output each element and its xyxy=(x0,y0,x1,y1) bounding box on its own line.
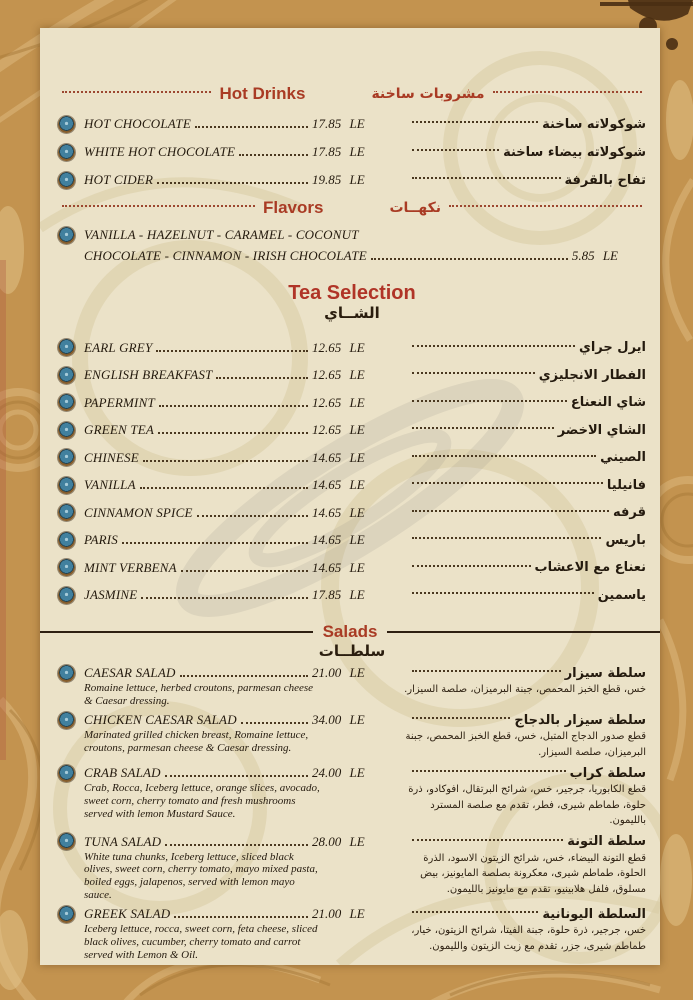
item-name-en: CHINESE xyxy=(84,449,139,465)
item-price: 14.65 LE xyxy=(312,449,365,465)
logo-bullet-icon xyxy=(58,422,75,439)
leader-dots xyxy=(412,482,603,484)
leader-dots xyxy=(143,460,308,462)
item-price: 14.65 LE xyxy=(312,504,365,520)
leader-dots xyxy=(165,844,308,846)
leader-dots xyxy=(195,126,308,128)
flavors-title-en: Flavors xyxy=(262,198,324,217)
hot-drinks-title-ar: مشروبات ساخنة xyxy=(371,86,485,102)
leader-dots xyxy=(197,515,308,517)
leader-dots xyxy=(412,510,609,512)
leader-dots xyxy=(181,570,308,572)
item-name-ar: سلطة التونة xyxy=(567,834,646,850)
item-desc-en: Romaine lettuce, herbed croutons, parmesan cheese & Caesar dressing. xyxy=(84,682,314,707)
leader-dots xyxy=(412,455,596,457)
hot-drinks-title-en: Hot Drinks xyxy=(219,84,306,103)
menu-item-row xyxy=(58,905,646,923)
divider-line xyxy=(387,631,660,633)
item-name-en: HOT CIDER xyxy=(84,172,154,187)
item-name-ar: ايرل جراي xyxy=(578,340,646,356)
tea-title-ar: الشــاي xyxy=(324,304,380,322)
item-name-en: EARL GREY xyxy=(84,339,153,355)
menu-item-row xyxy=(58,833,646,851)
item-name-ar: سلطة سيزار بالدجاج xyxy=(514,712,646,728)
flavors-line-2 xyxy=(84,248,646,274)
item-price: 17.85 LE xyxy=(312,587,365,603)
item-desc-en: Marinated grilled chicken breast, Romaine lettuce, croutons, parmesan cheese & Caesar dressing. xyxy=(84,729,309,754)
leader-dots xyxy=(412,537,601,539)
logo-bullet-icon xyxy=(58,906,75,923)
item-price: 21.00 LE xyxy=(312,665,365,680)
menu-item-row xyxy=(58,499,646,527)
logo-bullet-icon xyxy=(58,477,75,494)
flavors-text-1: VANILLA - HAZELNUT - CARAMEL - COCONUT xyxy=(84,227,359,242)
leader-dots xyxy=(412,372,535,374)
item-name-en: CRAB SALAD xyxy=(84,765,161,781)
item-name-ar: السلطة اليونانية xyxy=(542,906,646,922)
item-price: 14.65 LE xyxy=(312,559,365,575)
item-desc-ar: قطع الكابوريا، جرجير، خس، شرائح البرتقال، افوكادو، ذرة حلوة، طماطم شيرى، فطر، تقدم مع صلصة المسترد بالليمون. xyxy=(408,784,646,827)
item-name-ar: قرفه xyxy=(613,505,646,521)
logo-bullet-icon xyxy=(58,144,75,161)
leader-dots xyxy=(180,675,308,677)
item-name-ar: ياسمين xyxy=(597,587,646,603)
logo-bullet-icon xyxy=(58,504,75,521)
item-desc-en: White tuna chunks, Iceberg lettuce, sliced black olives, sweet corn, cherry tomato, mayo mixed pasta, boiled eggs, jalapenos, served with lemon mayo sauce. xyxy=(84,850,318,901)
logo-bullet-icon xyxy=(58,833,75,850)
item-desc-ar: قطع التونة البيضاء، خس، شرائح الزيتون الاسود، الذرة الحلوة، طماطم شيرى، معكرونة بصلصة المايونيز، بيض مسلوق، فلفل هلابينيو، تقدم مع مايونيز بالليمون. xyxy=(420,852,646,895)
menu-item-row xyxy=(58,711,646,729)
item-name-en: GREEN TEA xyxy=(84,422,155,438)
logo-bullet-icon xyxy=(58,532,75,549)
item-name-en: TUNA SALAD xyxy=(84,833,162,849)
logo-bullet-icon xyxy=(58,587,75,604)
item-name-en: HOT CHOCOLATE xyxy=(84,116,191,131)
menu-item-row xyxy=(58,764,646,782)
leader-dots xyxy=(412,400,567,402)
leader-dots xyxy=(449,205,642,207)
leader-dots xyxy=(412,121,538,123)
item-name-ar: فانيليا xyxy=(606,477,646,493)
item-name-en: MINT VERBENA xyxy=(84,559,177,575)
flavors-line-1 xyxy=(58,222,646,248)
menu-item-row xyxy=(58,527,646,555)
item-name-ar: سلطة سيزار xyxy=(564,665,646,681)
leader-dots xyxy=(412,149,499,151)
item-desc-ar: قطع صدور الدجاج المتبل، خس، قطع الخبز المحمص، جبنة البرميزان، صلصة السيزار. xyxy=(405,731,646,758)
leader-dots xyxy=(412,592,594,594)
leader-dots xyxy=(62,91,211,93)
logo-bullet-icon xyxy=(58,394,75,411)
logo-bullet-icon xyxy=(58,765,75,782)
item-price: 19.85 LE xyxy=(312,172,365,187)
logo-bullet-icon xyxy=(58,227,75,244)
item-name-ar: شاي النعناع xyxy=(570,395,646,411)
logo-bullet-icon xyxy=(58,559,75,576)
salads-title-en: Salads xyxy=(322,622,378,641)
item-name-en: CAESAR SALAD xyxy=(84,665,176,680)
menu-item-row xyxy=(58,417,646,445)
flavors-price: 5.85 LE xyxy=(571,248,618,263)
section-header-hot-drinks xyxy=(58,84,646,104)
item-name-en: CHICKEN CAESAR SALAD xyxy=(84,712,237,728)
leader-dots xyxy=(412,839,563,841)
item-name-en: WHITE HOT CHOCOLATE xyxy=(84,144,236,159)
salad-block xyxy=(58,764,646,829)
menu-item-row xyxy=(58,334,646,362)
menu-item-row xyxy=(58,554,646,582)
salad-block xyxy=(58,905,646,961)
item-name-ar: تفاح بالقرفة xyxy=(564,172,646,188)
item-name-en: PAPERMINT xyxy=(84,394,155,410)
menu-item-row xyxy=(58,138,646,166)
item-name-ar: باريس xyxy=(605,532,646,548)
leader-dots xyxy=(159,405,308,407)
item-name-ar: شوكولاته ساخنة xyxy=(542,116,646,132)
item-name-en: JASMINE xyxy=(84,587,138,603)
logo-bullet-icon xyxy=(58,665,75,682)
item-price: 12.65 LE xyxy=(312,422,365,438)
item-desc-ar: خس، جرجير، ذرة حلوة، جبنة الفيتا، شرائح الزيتون، خيار، طماطم شيرى، جزر، تقدم مع زيت الزيتون والليمون. xyxy=(411,925,646,952)
leader-dots xyxy=(412,770,566,772)
leader-dots xyxy=(165,775,308,777)
menu-item-row xyxy=(58,444,646,472)
item-price: 21.00 LE xyxy=(312,906,365,922)
leader-dots xyxy=(157,182,308,184)
menu-paper xyxy=(40,28,660,965)
menu-item-row xyxy=(58,166,646,194)
logo-bullet-icon xyxy=(58,172,75,189)
item-price: 28.00 LE xyxy=(312,833,365,849)
flavors-text-2: CHOCOLATE - CINNAMON - IRISH CHOCOLATE xyxy=(84,248,367,263)
leader-dots xyxy=(158,432,308,434)
menu-content xyxy=(40,28,660,965)
divider-line xyxy=(40,631,313,633)
item-price: 12.65 LE xyxy=(312,367,365,383)
item-desc-en: Crab, Rocca, Iceberg lettuce, orange slices, avocado, sweet corn, cherry tomato and fresh mushrooms served with lemon Mustard Sauce. xyxy=(84,782,320,820)
leader-dots xyxy=(412,911,538,913)
leader-dots xyxy=(412,427,554,429)
item-name-en: ENGLISH BREAKFAST xyxy=(84,367,213,383)
item-name-ar: الصيني xyxy=(600,450,646,466)
section-header-flavors xyxy=(58,198,646,218)
item-name-en: CINNAMON SPICE xyxy=(84,504,193,520)
leader-dots xyxy=(122,542,308,544)
logo-bullet-icon xyxy=(58,712,75,729)
leader-dots xyxy=(493,91,642,93)
section-divider-salads xyxy=(40,622,660,642)
leader-dots xyxy=(412,177,561,179)
logo-bullet-icon xyxy=(58,367,75,384)
menu-item-row xyxy=(58,110,646,138)
leader-dots xyxy=(140,487,308,489)
leader-dots xyxy=(412,717,510,719)
item-price: 34.00 LE xyxy=(312,712,365,728)
menu-item-row xyxy=(58,664,646,682)
leader-dots xyxy=(141,597,308,599)
item-name-en: VANILLA xyxy=(84,477,136,493)
salad-block xyxy=(58,833,646,902)
leader-dots xyxy=(216,377,308,379)
leader-dots xyxy=(156,350,308,352)
leader-dots xyxy=(371,258,568,260)
menu-item-row xyxy=(58,389,646,417)
logo-bullet-icon xyxy=(58,449,75,466)
item-desc-ar: خس، قطع الخبز المحمص، جبنة البرميزان، صلصة السيزار. xyxy=(404,684,646,695)
leader-dots xyxy=(174,916,308,918)
leader-dots xyxy=(62,205,255,207)
leader-dots xyxy=(412,565,531,567)
item-price: 14.65 LE xyxy=(312,477,365,493)
menu-item-row xyxy=(58,472,646,500)
menu-item-row xyxy=(58,582,646,610)
item-name-ar: نعناع مع الاعشاب xyxy=(534,560,646,576)
item-price: 12.65 LE xyxy=(312,394,365,410)
logo-bullet-icon xyxy=(58,116,75,133)
leader-dots xyxy=(239,154,308,156)
item-name-ar: الشاي الاخضر xyxy=(557,422,646,438)
tea-title-en: Tea Selection xyxy=(288,282,416,304)
menu-item-row xyxy=(58,362,646,390)
leader-dots xyxy=(412,670,561,672)
item-desc-en: Iceberg lettuce, rocca, sweet corn, feta cheese, sliced black olives, cucumber, cherry tomato and carrot served with Lemon & Oil. xyxy=(84,923,318,961)
salads-title-ar: سلطــات xyxy=(318,642,386,660)
item-name-ar: سلطة كراب xyxy=(569,765,646,781)
item-price: 12.65 LE xyxy=(312,339,365,355)
leader-dots xyxy=(241,722,308,724)
tea-list xyxy=(58,334,646,609)
item-name-en: GREEK SALAD xyxy=(84,906,171,922)
flavors-title-ar: نكهــات xyxy=(389,200,442,216)
leader-dots xyxy=(412,345,575,347)
item-name-ar: الفطار الانجليزي xyxy=(538,367,646,383)
item-price: 17.85 LE xyxy=(312,144,365,159)
salad-block xyxy=(58,664,646,707)
item-name-ar: شوكولاته بيضاء ساخنة xyxy=(503,144,646,160)
logo-bullet-icon xyxy=(58,339,75,356)
item-price: 24.00 LE xyxy=(312,765,365,781)
item-price: 14.65 LE xyxy=(312,532,365,548)
item-price: 17.85 LE xyxy=(312,116,365,131)
item-name-en: PARIS xyxy=(84,532,118,548)
salad-block xyxy=(58,711,646,760)
